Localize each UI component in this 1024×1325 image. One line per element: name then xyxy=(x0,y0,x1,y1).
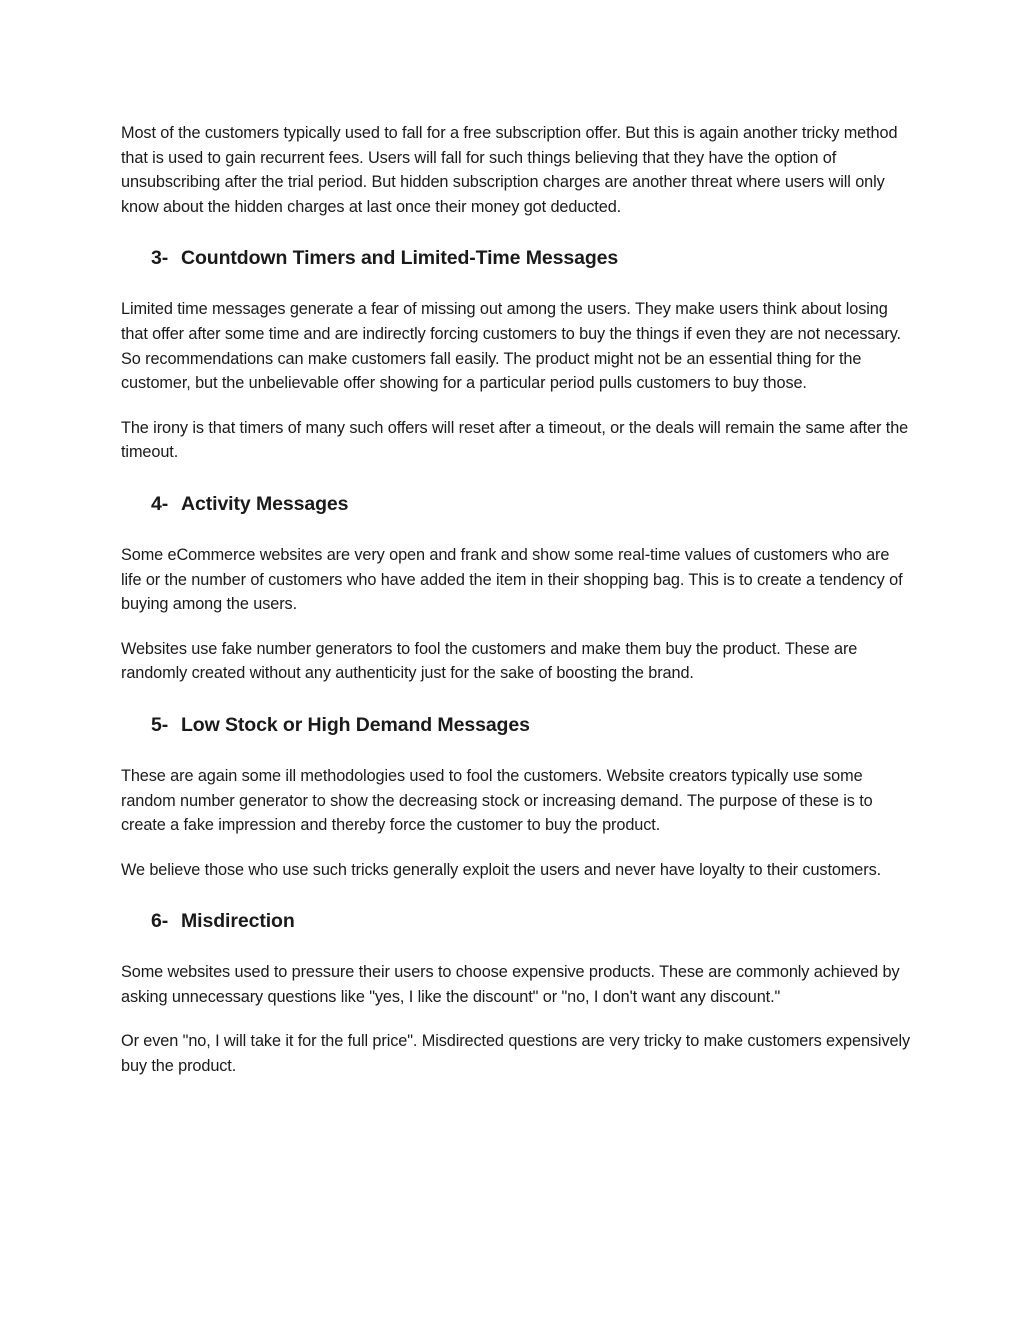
section-heading xyxy=(121,712,911,738)
section-heading xyxy=(121,491,911,517)
section-title: Low Stock or High Demand Messages xyxy=(181,713,530,736)
section-paragraph: Some websites used to pressure their users to choose expensive products. These are commonly achieved by asking unnecessary questions like "yes, I like the discount" or "no, I don't want any discount." xyxy=(121,963,900,1006)
section-paragraph: Limited time messages generate a fear of missing out among the users. They make users think about losing that offer after some time and are indirectly forcing customers to buy the things if even they are not necessary. So recommendations can make customers fall easily. The product might not be an essential thing for the customer, but the unbelievable offer showing for a particular period pulls customers to buy those. xyxy=(121,300,901,393)
section-paragraph: The irony is that timers of many such offers will reset after a timeout, or the deals will remain the same after the timeout. xyxy=(121,418,909,462)
section-heading xyxy=(121,908,911,934)
section-paragraph: We believe those who use such tricks generally exploit the users and never have loyalty to their customers. xyxy=(121,860,882,879)
intro-paragraph: Most of the customers typically used to fall for a free subscription offer. But this is again another tricky method that is used to gain recurrent fees. Users will fall for such things believing that they have the option of unsubscribing after the trial period. But hidden subscription charges are another threat where users will only know about the hidden charges at last once their money got deducted. xyxy=(121,124,898,216)
section-number: 5- xyxy=(151,713,169,736)
section-paragraph: Some eCommerce websites are very open and frank and show some real-time values of customers who are life or the number of customers who have added the item in their shopping bag. This is to create a tendency of buying among the users. xyxy=(121,545,903,614)
section-number: 6- xyxy=(151,910,169,933)
section-number: 3- xyxy=(151,247,169,270)
section-paragraph: Or even "no, I will take it for the full price". Misdirected questions are very tricky to make customers expensively buy the product. xyxy=(121,1032,911,1076)
section-paragraph: Websites use fake number generators to fool the customers and make them buy the product. These are randomly created without any authenticity just for the sake of boosting the brand. xyxy=(121,639,858,683)
section-heading xyxy=(121,245,911,271)
section-title: Misdirection xyxy=(181,910,295,933)
document-page xyxy=(121,121,911,1079)
section-paragraph: These are again some ill methodologies used to fool the customers. Website creators typically use some random number generator to show the decreasing stock or increasing demand. The purpose of these is to create a fake impression and thereby force the customer to buy the product. xyxy=(121,766,873,835)
section-number: 4- xyxy=(151,492,169,515)
section-title: Countdown Timers and Limited-Time Messages xyxy=(181,247,619,270)
section-title: Activity Messages xyxy=(181,492,349,515)
